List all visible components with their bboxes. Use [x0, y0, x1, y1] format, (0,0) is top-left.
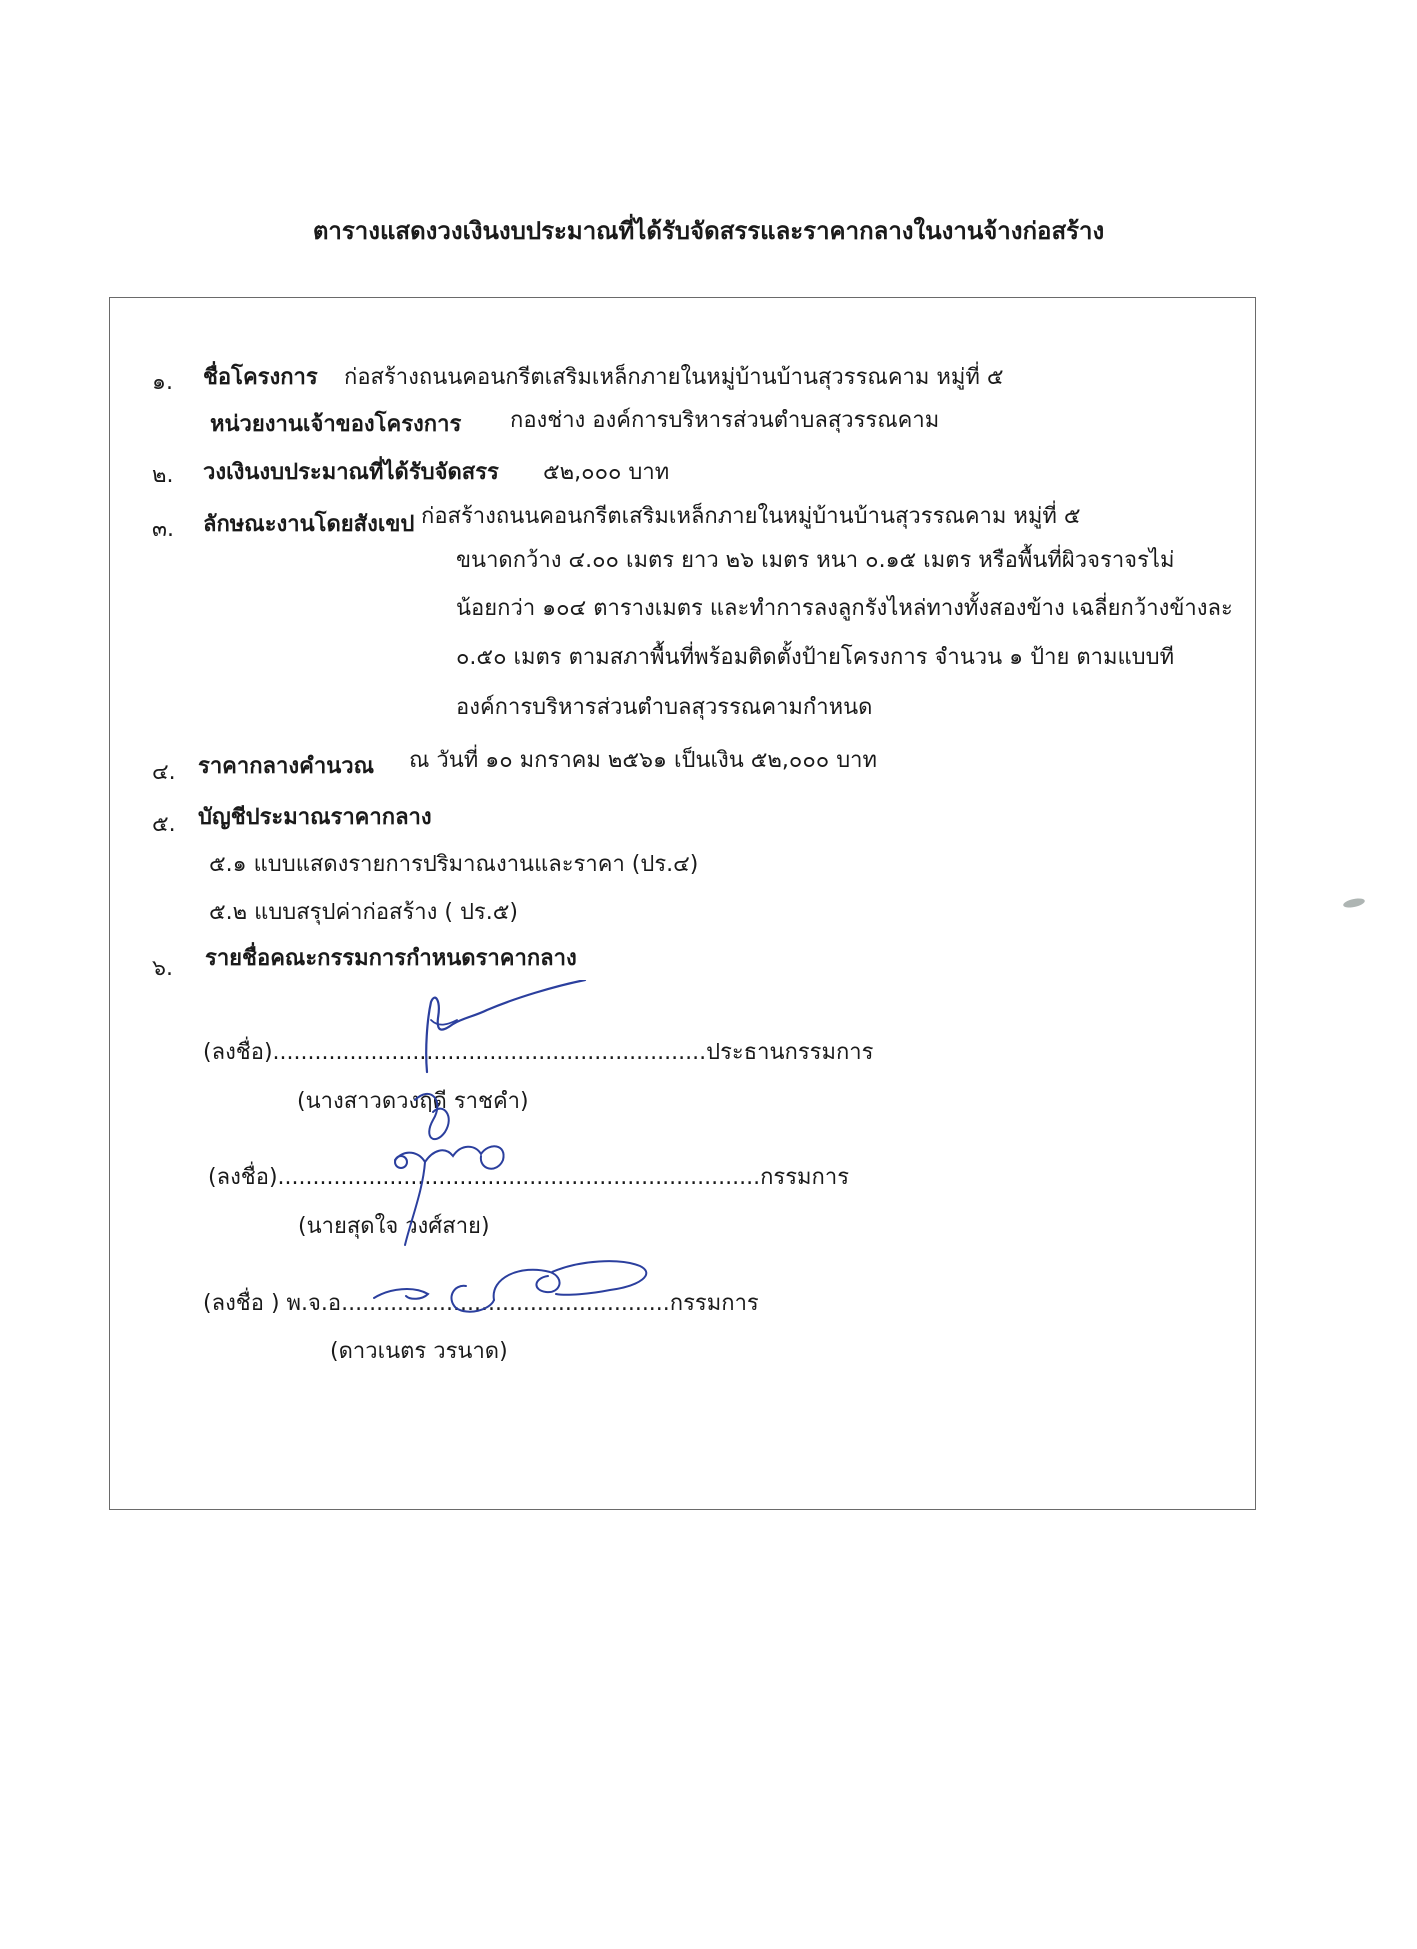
price-list-subitem: ๕.๑ แบบแสดงรายการปริมาณงานและราคา (ปร.๔)	[209, 852, 699, 877]
work-summary-line: น้อยกว่า ๑๐๔ ตารางเมตร และทำการลงลูกรังไหล่ทางทั้งสองข้าง เฉลี่ยกว้างข้างละ	[456, 596, 1233, 621]
median-price-label: ราคากลางคำนวณ	[198, 754, 375, 779]
item-number-4: ๔.	[152, 760, 176, 785]
budget-value: ๕๒,๐๐๐ บาท	[543, 460, 670, 485]
work-summary-line: ๐.๕๐ เมตร ตามสภาพื้นที่พร้อมติดตั้งป้ายโครงการ จำนวน ๑ ป้าย ตามแบบที	[456, 645, 1175, 670]
project-name-label: ชื่อโครงการ	[203, 365, 318, 390]
signatory-name-2: (นายสุดใจ วงศ์สาย)	[298, 1214, 490, 1239]
item-number-1: ๑.	[152, 370, 173, 395]
committee-label: รายชื่อคณะกรรมการกำหนดราคากลาง	[205, 946, 577, 971]
project-name-value: ก่อสร้างถนนคอนกรีตเสริมเหล็กภายในหมู่บ้านบ้านสุวรรณคาม หมู่ที่ ๕	[344, 365, 1004, 390]
budget-label: วงเงินงบประมาณที่ได้รับจัดสรร	[203, 460, 499, 485]
work-summary-line: ขนาดกว้าง ๔.๐๐ เมตร ยาว ๒๖ เมตร หนา ๐.๑๕ เมตร หรือพื้นที่ผิวจราจรไม่	[456, 548, 1175, 573]
item-number-2: ๒.	[152, 463, 174, 488]
item-number-3: ๓.	[152, 517, 175, 542]
work-summary-line: ก่อสร้างถนนคอนกรีตเสริมเหล็กภายในหมู่บ้านบ้านสุวรรณคาม หมู่ที่ ๕	[421, 504, 1081, 529]
work-summary-line: องค์การบริหารส่วนตำบลสุวรรณคามกำหนด	[456, 695, 873, 720]
scan-smudge	[1342, 897, 1365, 909]
price-list-label: บัญชีประมาณราคากลาง	[198, 805, 432, 830]
signature-line-1: (ลงชื่อ)..............................................................ประธานกรรมการ	[203, 1040, 874, 1065]
item-number-5: ๕.	[152, 812, 176, 837]
document-title: ตารางแสดงวงเงินงบประมาณที่ได้รับจัดสรรและราคากลางในงานจ้างก่อสร้าง	[312, 217, 1105, 245]
signatory-name-1: (นางสาวดวงฤดี ราชคำ)	[297, 1089, 529, 1114]
median-price-value: ณ วันที่ ๑๐ มกราคม ๒๕๖๑ เป็นเงิน ๕๒,๐๐๐ บาท	[409, 748, 878, 773]
item-number-6: ๖.	[152, 956, 173, 981]
work-summary-label: ลักษณะงานโดยสังเขป	[203, 512, 415, 537]
owner-agency-value: กองช่าง องค์การบริหารส่วนตำบลสุวรรณคาม	[510, 408, 940, 433]
signatory-name-3: (ดาวเนตร วรนาด)	[330, 1339, 508, 1364]
price-list-subitem: ๕.๒ แบบสรุปค่าก่อสร้าง ( ปร.๕)	[209, 900, 518, 925]
signature-line-2: (ลงชื่อ).....................................................................กรรมการ	[208, 1165, 850, 1190]
owner-agency-label: หน่วยงานเจ้าของโครงการ	[210, 412, 462, 437]
signature-line-3: (ลงชื่อ ) พ.จ.อ...............................................กรรมการ	[203, 1291, 759, 1316]
